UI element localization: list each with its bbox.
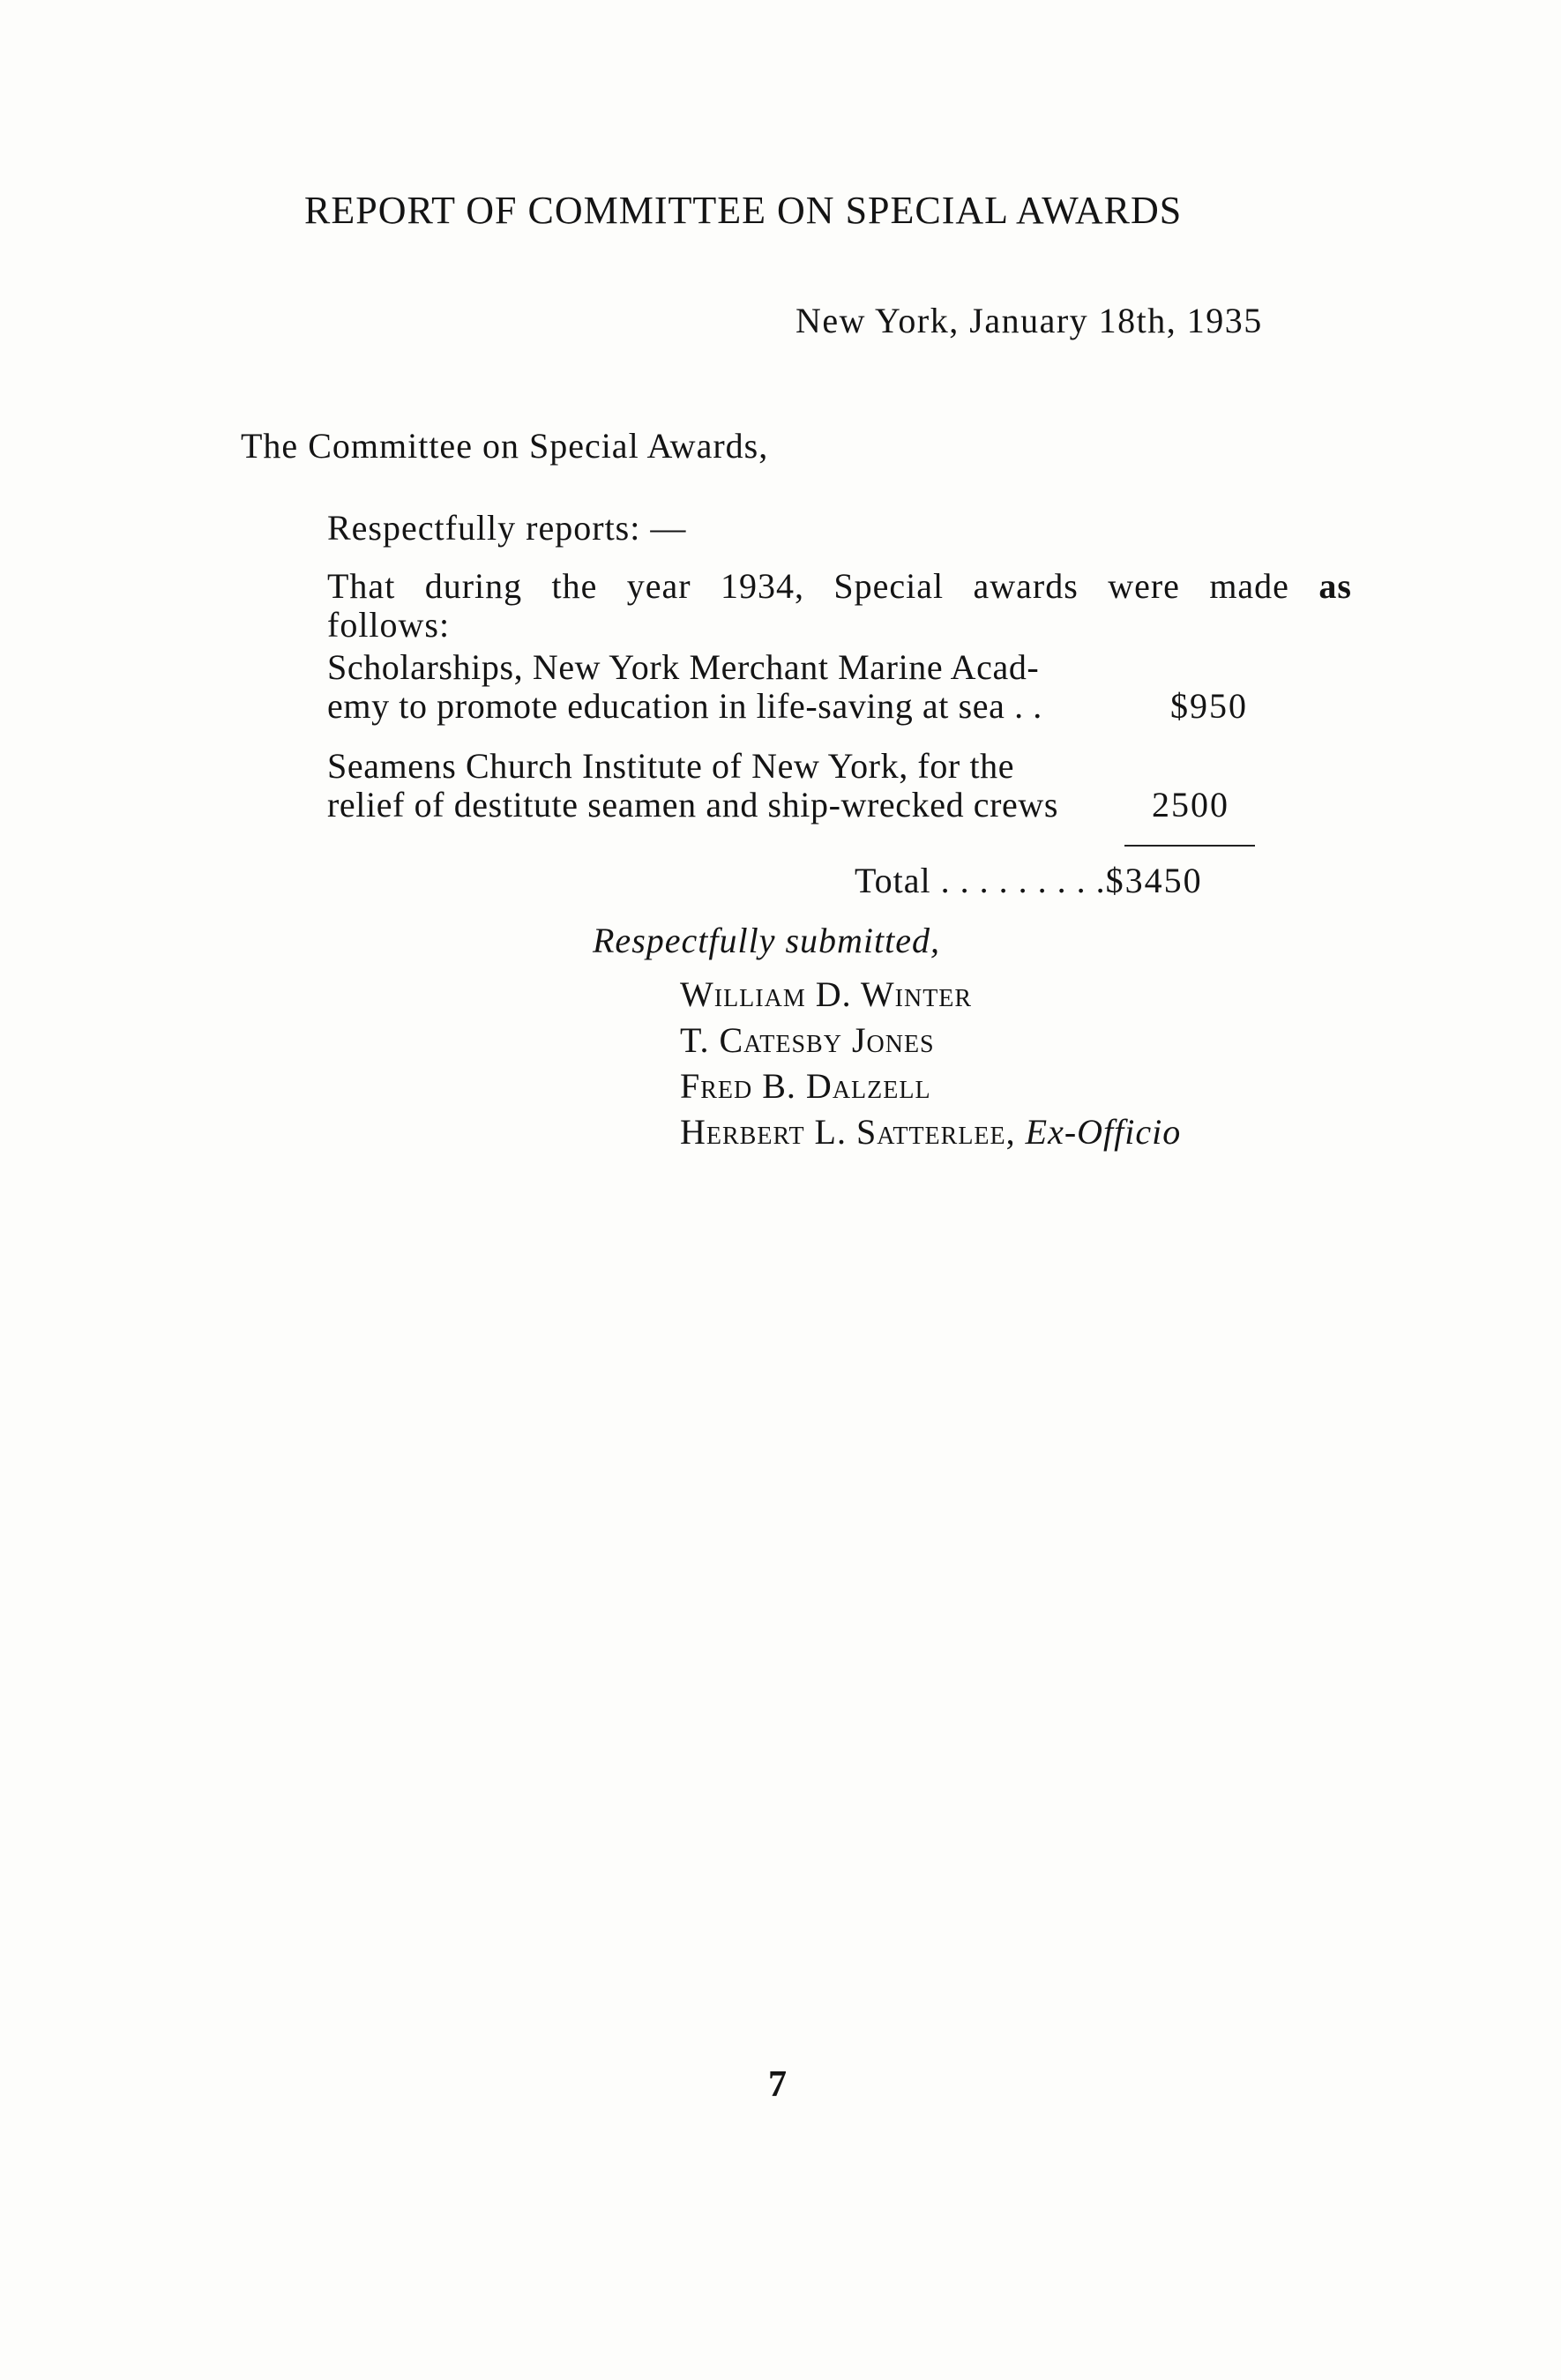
intro-word: 1934,	[721, 566, 805, 606]
closing: Respectfully submitted,	[593, 921, 941, 960]
signatory-name: Herbert L. Satterlee,	[680, 1112, 1016, 1152]
total-line	[855, 860, 1203, 901]
intro-word: made	[1209, 566, 1289, 606]
signatory-name: Fred B. Dalzell	[680, 1066, 931, 1106]
intro-word: as	[1318, 566, 1352, 606]
dateline: New York, January 18th, 1935	[795, 301, 1263, 340]
salutation: The Committee on Special Awards,	[241, 426, 769, 466]
signatory-suffix: Ex-Officio	[1025, 1112, 1182, 1152]
intro-word: during	[424, 566, 523, 606]
intro-word: Special	[833, 566, 945, 606]
signatory	[680, 1111, 1181, 1153]
award-1-line-1: Scholarships, New York Merchant Marine Acad-	[327, 647, 1040, 687]
intro-word: year	[626, 566, 691, 606]
award-2-line-2: relief of destitute seamen and ship-wrecked crews	[327, 785, 1059, 824]
award-2-line-1: Seamens Church Institute of New York, for the	[327, 746, 1015, 786]
signatory-name: William D. Winter	[680, 974, 973, 1014]
intro-word: That	[327, 566, 396, 606]
award-1-line-2: emy to promote education in life-saving at sea . .	[327, 686, 1042, 726]
intro-word: were	[1108, 566, 1180, 606]
sum-rule	[1124, 845, 1255, 847]
signatory-name: T. Catesby Jones	[680, 1020, 935, 1060]
award-1-amount: $950	[1170, 686, 1248, 726]
intro-word: the	[551, 566, 598, 606]
reports-heading: Respectfully reports: —	[327, 508, 687, 548]
total-amount: $3450	[1105, 861, 1203, 900]
page-number: 7	[768, 2064, 787, 2105]
total-label: Total	[855, 861, 931, 900]
signatory	[680, 1019, 935, 1061]
intro-line-2: follows:	[327, 605, 451, 645]
total-leader: . . . . . . . . .	[930, 861, 1106, 900]
signatory	[680, 974, 972, 1015]
intro-word: awards	[973, 566, 1079, 606]
award-2-amount: 2500	[1152, 785, 1229, 824]
signatory	[680, 1065, 931, 1107]
intro-line-1	[327, 565, 1352, 607]
report-title: REPORT OF COMMITTEE ON SPECIAL AWARDS	[304, 189, 1183, 232]
